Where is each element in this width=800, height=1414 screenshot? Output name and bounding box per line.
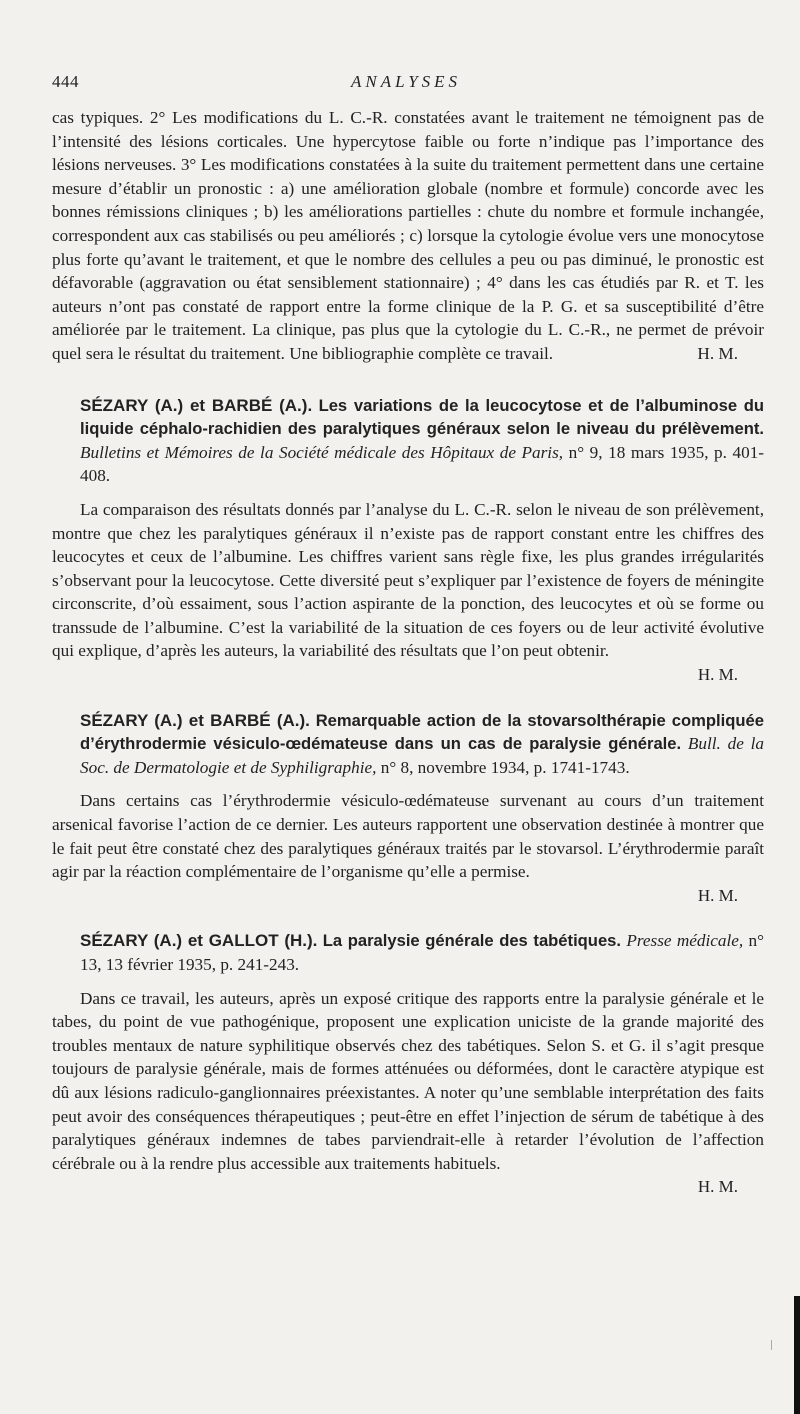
article-3-citation: n° 13, 13 février 1935, p. 241-243. [80,931,764,974]
article-3-heading [52,929,764,976]
article-1-title: Les variations de la leucocytose et de l’albuminose du liquide céphalo-rachidien des paralytiques généraux selon le niveau du prélèvement. [80,395,765,439]
article-1-citation: n° 9, 18 mars 1935, p. 401-408. [80,442,765,486]
article-2-heading [52,709,764,780]
running-header [52,72,760,94]
intro-text: cas typiques. 2° Les modifications du L. C.-R. constatées avant le traitement ne témoignent pas de l’intensité des lésions corticales. Une hypercytose faible ou forte n’indique pas l’importance des lésions nerveuses. 3° Les modifications constatées à la suite du traitement permettent dans une certaine mesure d’établir un pronostic : a) une amélioration globale (nombre et formule) concorde avec les bonnes rémissions cliniques ; b) les améliorations partielles : chute du nombre et formule inchangée, correspondent aux cas stabilisés ou peu améliorés ; c) lorsque la cytologie évolue vers une monocytose plus forte qu’avant le traitement, et que le nombre des cellules a peu ou pas diminué, le pronostic est défavorable (aggravation ou état sensiblement stationnaire) ; 4° dans les cas étudiés par R. et T. les auteurs n’ont pas constaté de rapport entre la forme clinique de la P. G. et sa susceptibilité d’être améliorée par le traitement. La clinique, pas plus que la cytologie du L. C.-R., ne permet de prévoir quel sera le résultat du traitement. Une bibliographie complète ce travail. [52,108,764,363]
article-2-citation: n° 8, novembre 1934, p. 1741-1743. [380,757,630,777]
article-3-signature: H. M. [697,1177,738,1197]
article-2-authors: SÉZARY (A.) et BARBÉ (A.). [80,710,310,730]
article-2-source: Bull. de la Soc. de Dermatologie et de Syphiligraphie, [80,734,764,777]
article-2 [52,709,764,908]
running-title: ANALYSES [350,72,462,91]
article-3-source: Presse médicale, [626,931,744,951]
page-content [52,106,764,1199]
article-2-body: Dans certains cas l’érythrodermie vésiculo-œdémateuse survenant au cours d’un traitement arsenical favorise l’action de ce dernier. Les auteurs rapportent une observation destinée à montrer que le fait peut être constaté chez des paralytiques généraux traités par le stovarsol. L’érythrodermie paraît agir par la réaction complémentaire de l’organisme qu’elle a permise. [52,791,764,882]
article-1-heading [52,394,764,488]
intro-paragraph [52,106,764,366]
article-3-authors: SÉZARY (A.) et GALLOT (H.). [80,931,318,951]
intro-signature: H. M. [697,343,738,363]
article-3-body: Dans ce travail, les auteurs, après un exposé critique des rapports entre la paralysie générale et le tabes, du point de vue pathogénique, proposent une explication uniciste de la grande majorité des troubles mentaux de nature syphilitique observés chez des tabétiques. Selon S. et G. il s’agit presque toujours de paralysie générale, mais de formes atténuées ou déformées, dont le caractère atypique est dû aux lésions radiculo-ganglionnaires préexistantes. A noter qu’une semblable interprétation des faits peut avoir des conséquences thérapeutiques ; peut-être en effet l’injection de sérum de tabétique à des paralytiques généraux indemnes de tabes parviendrait-elle à retarder l’évolution de l’affection cérébrale ou à la rendre plus accessible aux traitements habituels. [52,988,764,1173]
article-3-title: La paralysie générale des tabétiques. [322,931,622,951]
scan-edge-shadow [794,1296,800,1414]
page-number: 444 [52,72,79,91]
article-1 [52,394,764,687]
article-1-signature: H. M. [697,665,738,685]
article-1-authors: SÉZARY (A.) et BARBÉ (A.). [80,395,313,415]
article-2-title: Remarquable action de la stovarsolthérapie compliquée d’érythrodermie vésiculo-œdémateuse dans un cas de paralysie générale. [80,710,765,754]
article-1-source: Bulletins et Mémoires de la Société médicale des Hôpitaux de Paris, [80,442,564,462]
article-3 [52,929,764,1199]
scan-mark [771,1340,772,1350]
article-2-signature: H. M. [697,885,738,905]
article-1-body: La comparaison des résultats donnés par l’analyse du L. C.-R. selon le niveau de son prélèvement, montre que chez les paralytiques généraux il n’existe pas de rapport constant entre les chiffres des leucocytes et ceux de l’albumine. Les chiffres varient sans règle fixe, les plus grandes irrégularités s’observant pour la leucocytose. Cette diversité peut s’expliquer par l’existence de foyers de méningite circonscrite, d’où essaiment, sous l’action aspirante de la ponction, des leucocytes et où se forme ou transsude de l’albumine. C’est la variabilité de la situation de ces foyers ou de leur activité évolutive qui explique, d’après les auteurs, la variabilité des résultats que l’on peut obtenir. [52,499,764,661]
